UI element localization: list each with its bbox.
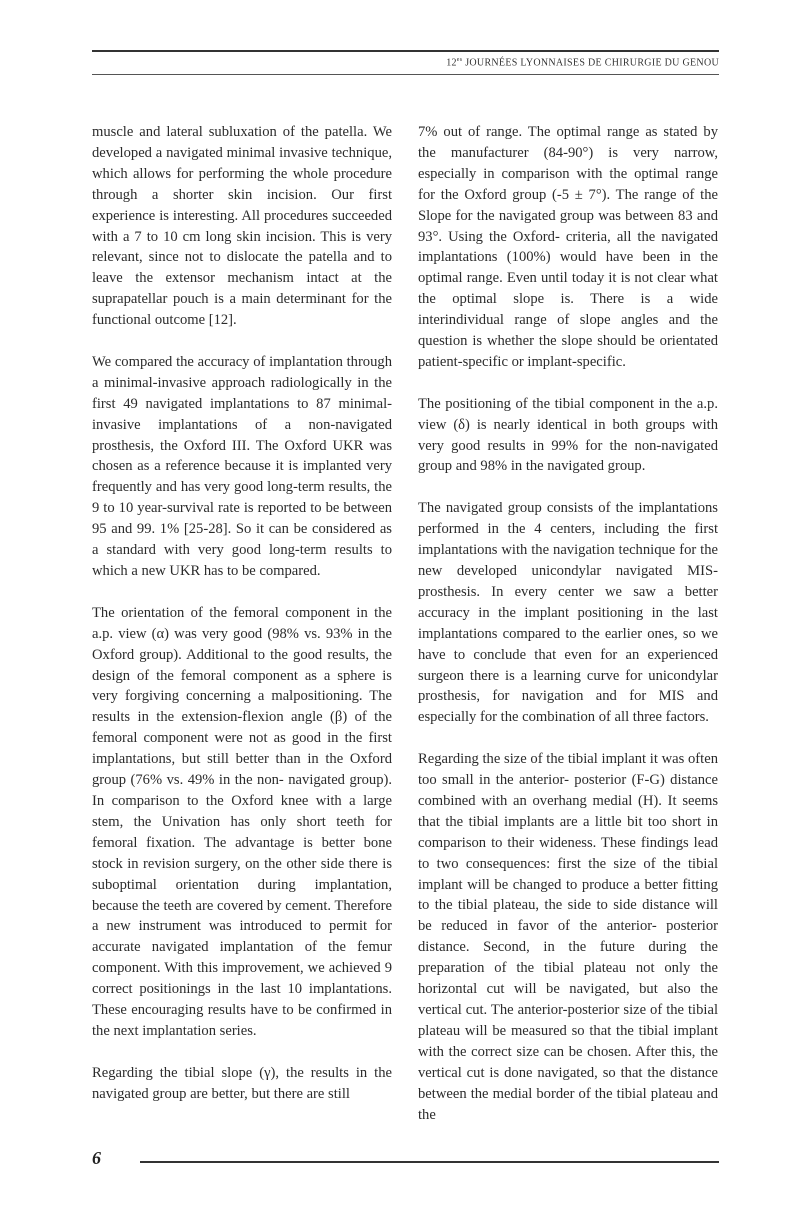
left-column xyxy=(92,122,392,1105)
header-prefix: 12 xyxy=(446,57,457,69)
right-column xyxy=(418,122,718,1125)
paragraph: The navigated group consists of the implantations performed in the 4 centers, including the first implantations with the navigation technique for the new developed unicondylar navigated MIS-prosthesis. In every center we saw a better accuracy in the implant positioning in the last implantations compared to the earlier ones, so we have to conclude that even for an experienced surgeon there is a learning curve for unicondylar prosthesis, for navigation and for MIS and especially for the combination of all three factors. xyxy=(418,500,718,726)
header-underline xyxy=(92,74,719,75)
paragraph: The positioning of the tibial component in the a.p. view (δ) is nearly identical in both groups with very good results in 99% for the non-navigated group and 98% in the navigated group. xyxy=(418,395,718,475)
paragraph: muscle and lateral subluxation of the patella. We developed a navigated minimal invasive technique, which allows for performing the whole procedure through a shorter skin incision. Our first experience is interesting. All procedures succeeded with a 7 to 10 cm long skin incision. This is very relevant, since not to dislocate the patella and to leave the extensor mechanism intact at the suprapatellar pouch is a main determinant for the functional outcome [12]. xyxy=(92,124,392,329)
footer-rule xyxy=(140,1161,719,1163)
header-rule xyxy=(92,50,719,52)
running-header xyxy=(92,57,719,68)
paragraph: The orientation of the femoral component in the a.p. view (α) was very good (98% vs. 93% in the Oxford group). Additional to the good results, the design of the femoral component as a sphere is very forgiving concerning a malpositioning. The results in the extension-flexion angle (β) of the femoral component were not as good in the first implantations, but still better than in the Oxford group (76% vs. 49% in the non- navigated group). In comparison to the Oxford knee with a large stem, the Univation has only short teeth for femoral fixation. The advantage is better bone stock in revision surgery, on the other side there is suboptimal orientation during implantation, because the teeth are covered by cement. Therefore a new instrument was introduced to permit for accurate navigated implantation of the femur component. With this improvement, we achieved 9 correct positionings in the last 10 implantations. These encouraging results have to be confirmed in the next implantation series. xyxy=(92,604,392,1039)
header-ordinal: es xyxy=(456,57,463,63)
paragraph: Regarding the tibial slope (γ), the results in the navigated group are better, but there are still xyxy=(92,1064,392,1102)
header-title: JOURNÉES LYONNAISES DE CHIRURGIE DU GENOU xyxy=(462,57,719,69)
paragraph: 7% out of range. The optimal range as stated by the manufacturer (84-90°) is very narrow, especially in comparison with the optimal range for the Oxford group (-5 ± 7°). The range of the Slope for the navigated group was between 83 and 93°. Using the Oxford- criteria, all the navigated implantations (100%) would have been in the optimal range. Even until today it is not clear what the optimal slope is. There is a wide interindividual range of slope angles and the question is whether the slope should be orientated patient-specific or implant-specific. xyxy=(418,124,718,370)
paragraph: We compared the accuracy of implantation through a minimal-invasive approach radiologically in the first 49 navigated implantations to 87 minimal-invasive implantations of a non-navigated prosthesis, the Oxford III. The Oxford UKR was chosen as a reference because it is implanted very frequently and has very good long-term results, the 9 to 10 year-survival rate is reported to be between 95 and 99. 1% [25-28]. So it can be considered as a standard with very good long-term results to which a new UKR has to be compared. xyxy=(92,353,392,580)
paragraph: Regarding the size of the tibial implant it was often too small in the anterior- posterior (F-G) distance combined with an overhang medial (H). It seems that the tibial implants are a little bit too short in comparison to their wideness. These findings lead to two consequences: first the size of the tibial implant will be changed to produce a better fitting to the tibial plateau, the side to side distance will be reduced in favor of the anterior- posterior distance. Second, in the future during the preparation of the tibial plateau not only the horizontal cut will be navigated, but also the vertical cut. The anterior-posterior size of the tibial plateau will be measured so that the tibial implant with the correct size can be chosen. After this, the vertical cut is done navigated, so that the distance between the medial border of the tibial plateau and the xyxy=(418,751,718,1123)
page-number: 6 xyxy=(92,1148,101,1168)
